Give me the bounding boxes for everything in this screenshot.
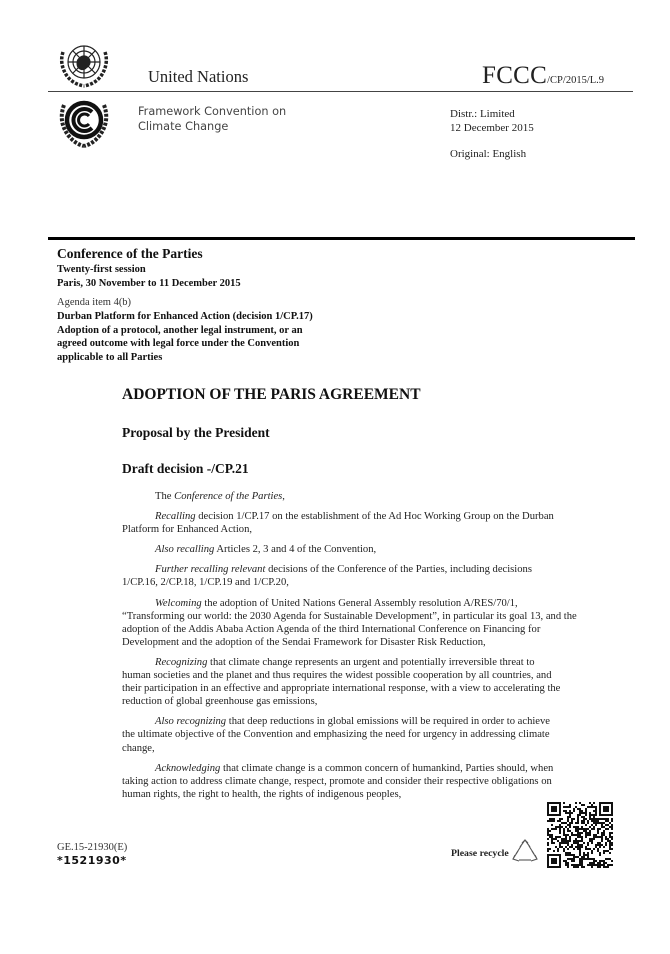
recycle-label: Please recycle [451,848,509,859]
preamble-paragraph: Recognizing that climate change represents an urgent and potentially irreversible threat to human societies and the planet and thus requires the widest possible cooperation by all countries, and their participation in an effective and appropriate international response, with a view to accelerating the reduction of global greenhouse gas emissions, [122,656,561,708]
preamble-paragraph: The Conference of the Parties, [155,491,285,502]
document-title: ADOPTION OF THE PARIS AGREEMENT [122,386,421,403]
distribution-block [450,107,534,135]
preamble-paragraph: Acknowledging that climate change is a common concern of humankind, Parties should, when taking action to address climate change, respect, promote and consider their respective obligations on human rights, the right to health, the rights of indigenous peoples, [122,762,554,800]
agenda-item: Agenda item 4(b) [57,297,132,308]
agenda-titles [57,310,357,364]
organization-name: United Nations [148,67,249,86]
preamble-paragraph: Recalling decision 1/CP.17 on the establishment of the Ad Hoc Working Group on the Durban Platform for Enhanced Action, [122,511,554,536]
session-info [57,263,241,290]
preamble-paragraph: Further recalling relevant decisions of the Conference of the Parties, including decisions 1/CP.16, 2/CP.18, 1/CP.19 and 1/CP.20, [122,564,532,589]
session-name: Twenty-first session [57,264,146,275]
section-divider [48,237,635,240]
preamble-paragraph: Also recognizing that deep reductions in global emissions will be required in order to achieve the ultimate objective of the Convention and emphasizing the need for urgency in addressing climate change, [122,716,551,754]
document-symbol-sub: /CP/2015/L.9 [547,75,605,86]
preamble-paragraph: Welcoming the adoption of United Nations General Assembly resolution A/RES/70/1, “Transforming our world: the 2030 Agenda for Sustainable Development”, in particular its goal 13, and the adoption of the Addis Ababa Action Agenda of the third International Conference on Financing for Development and the adoption of the Sendai Framework for Disaster Risk Reduction, [122,597,577,648]
convention-name-line2: Climate Change [138,120,229,133]
unfccc-emblem-icon [57,95,111,154]
preamble [122,490,577,808]
agenda-title-1: Durban Platform for Enhanced Action (decision 1/CP.17) [57,311,313,322]
document-date: 12 December 2015 [450,122,534,134]
document-subtitle: Proposal by the President [122,425,270,440]
distribution: Distr.: Limited [450,108,515,120]
original-language: Original: English [450,148,527,160]
meeting-body: Conference of the Parties [57,246,203,261]
document-symbol [482,62,604,90]
document-symbol-main: FCCC [482,62,548,89]
agenda-title-2: Adoption of a protocol, another legal instrument, or an agreed outcome with legal force under the Convention applicable to all Parties [57,324,303,363]
convention-name [138,104,286,134]
recycle-icon [512,839,538,868]
header-divider [48,91,633,92]
barcode-text: *1521930* [57,854,127,867]
convention-name-line1: Framework Convention on [138,105,287,118]
un-emblem-icon [57,38,111,95]
job-number: GE.15-21930(E) [57,842,128,853]
decision-title: Draft decision -/CP.21 [122,461,249,476]
session-place-dates: Paris, 30 November to 11 December 2015 [57,277,241,289]
qr-code-icon [547,802,613,873]
preamble-paragraph: Also recalling Articles 2, 3 and 4 of the Convention, [155,544,377,556]
